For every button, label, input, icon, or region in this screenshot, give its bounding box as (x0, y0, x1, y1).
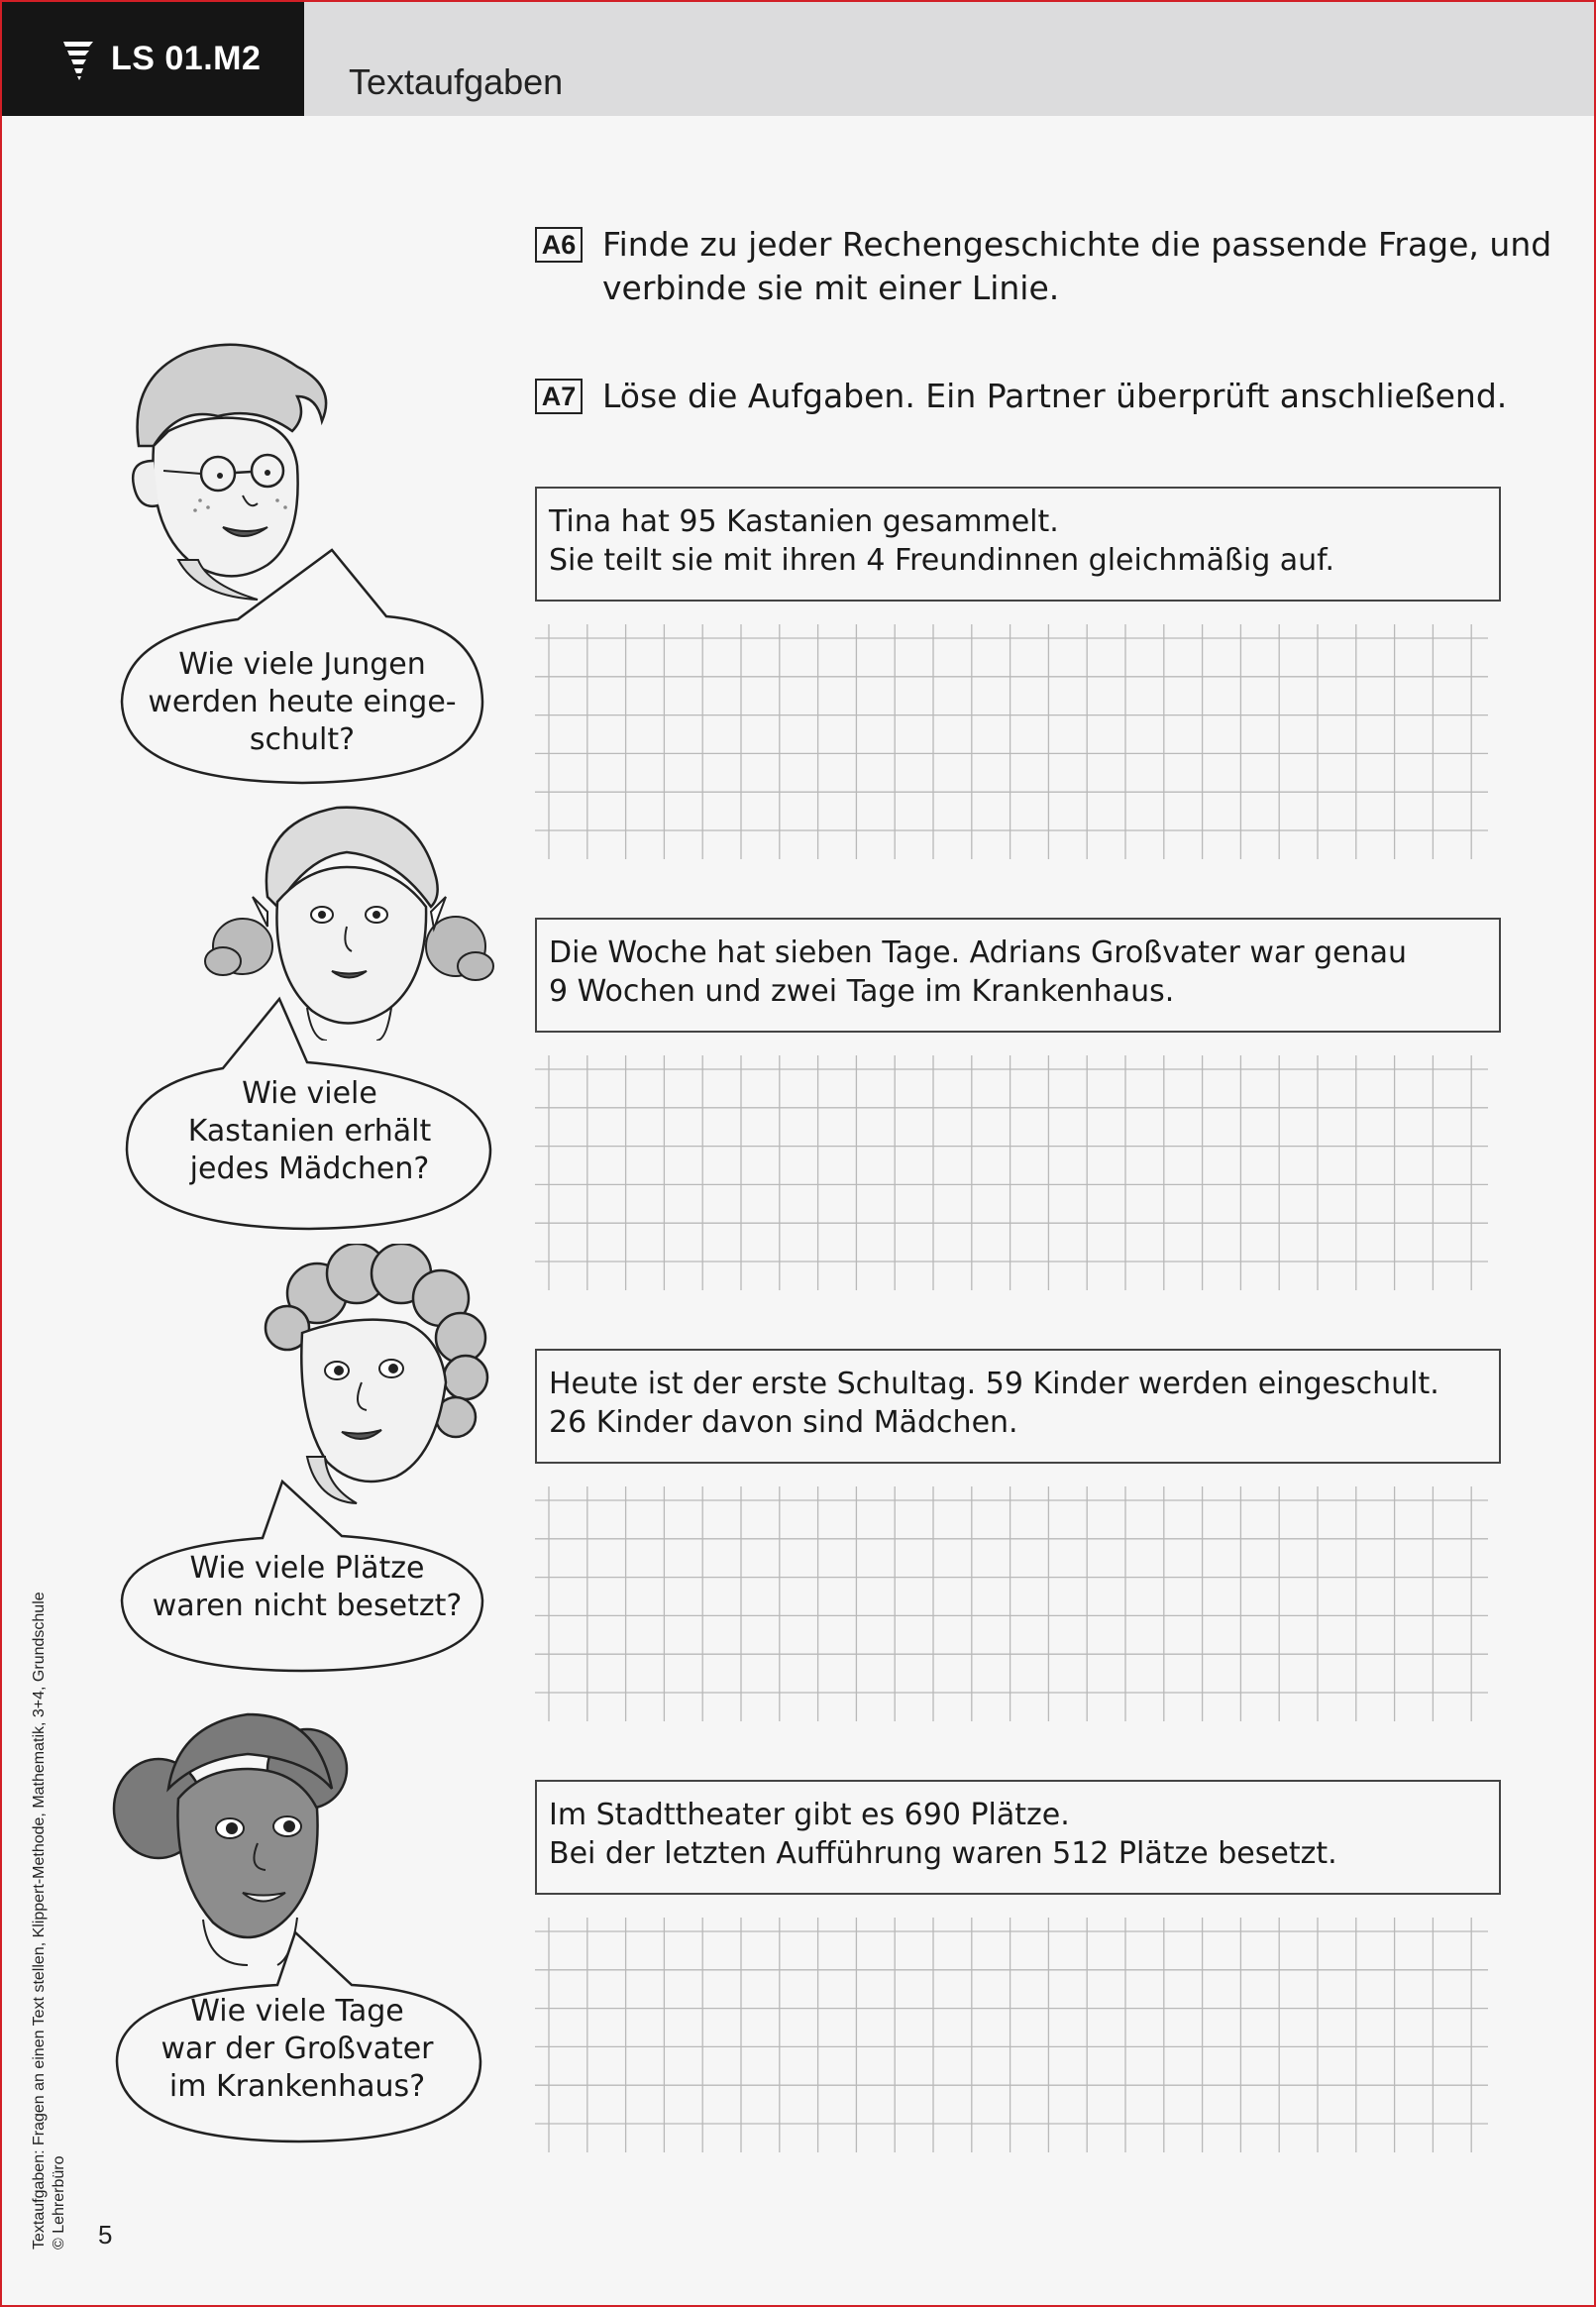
story-line: Bei der letzten Aufführung waren 512 Plätze besetzt. (549, 1836, 1337, 1871)
answer-grid-4[interactable] (535, 1918, 1488, 2152)
story-line: Sie teilt sie mit ihren 4 Freundinnen gleichmäßig auf. (549, 543, 1335, 578)
task-tag: A7 (535, 379, 583, 414)
answer-grid-2[interactable] (535, 1055, 1488, 1290)
story-line: 9 Wochen und zwei Tage im Krankenhaus. (549, 974, 1175, 1009)
story-line: Tina hat 95 Kastanien gesammelt. (549, 504, 1059, 539)
page-title: Textaufgaben (349, 61, 564, 102)
answer-grid-1[interactable] (535, 624, 1488, 859)
story-line: 26 Kinder davon sind Mädchen. (549, 1405, 1018, 1440)
task-tag: A6 (535, 227, 583, 263)
story-box-4 (535, 1780, 1501, 1895)
worksheet-code-box (2, 2, 304, 116)
task-text: Finde zu jeder Rechengeschichte die passende Frage, und verbinde sie mit einer Linie. (602, 225, 1552, 307)
answer-grid-3[interactable] (535, 1486, 1488, 1721)
question-2: Wie viele Kastanien erhält jedes Mädchen? (187, 1076, 432, 1186)
story-line: Die Woche hat sieben Tage. Adrians Großvater war genau (549, 935, 1408, 970)
curly-haired-boy-illustration (258, 1244, 495, 1506)
story-box-2 (535, 918, 1501, 1033)
story-box-1 (535, 487, 1501, 602)
task-text: Löse die Aufgaben. Ein Partner überprüft anschließend. (602, 377, 1508, 415)
worksheet-code: LS 01.M2 (111, 40, 262, 77)
question-4: Wie viele Tage war der Großvater im Krankenhaus? (160, 1994, 434, 2104)
story-line: Im Stadttheater gibt es 690 Plätze. (549, 1798, 1070, 1832)
story-box-3 (535, 1349, 1501, 1464)
story-line: Heute ist der erste Schultag. 59 Kinder werden eingeschult. (549, 1367, 1439, 1401)
question-1: Wie viele Jungen werden heute einge- schult? (148, 647, 457, 757)
question-3: Wie viele Plätze waren nicht besetzt? (152, 1551, 463, 1623)
page-number: 5 (98, 2220, 113, 2250)
copyright-credit: Textaufgaben: Fragen an einen Text stellen, Klippert-Methode, Mathematik, 3+4, Grundschule © Lehrerbüro (31, 1592, 67, 2250)
tornado-logo-icon (59, 38, 97, 81)
